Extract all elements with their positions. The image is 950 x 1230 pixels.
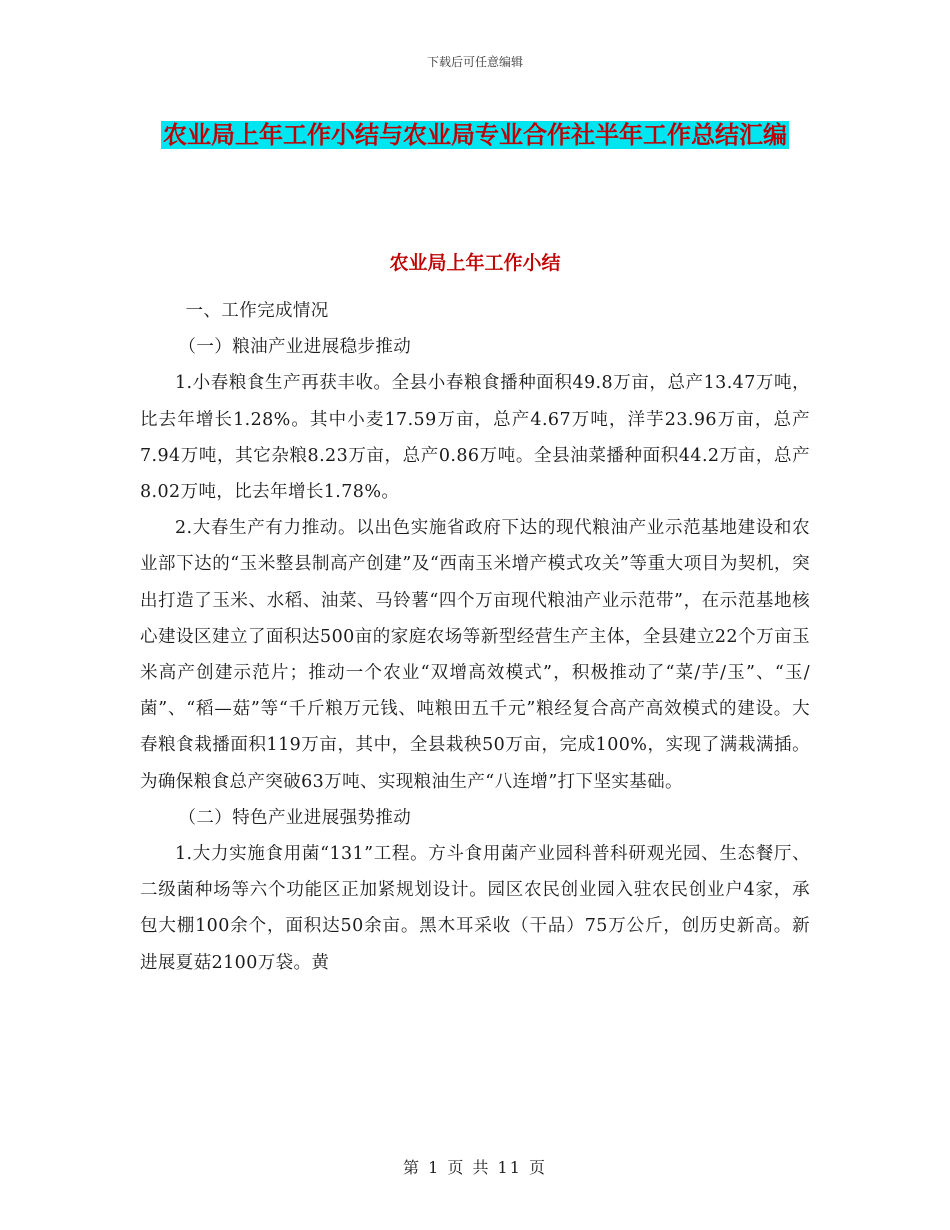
paragraph: 1.大力实施食用菌“131”工程。方斗食用菌产业园科普科研观光园、生态餐厅、二级菌种场等六个功能区正加紧规划设计。园区农民创业园入驻农民创业户4家，承包大棚100余个，面积达50余亩。黑木耳采收（干品）75万公斤，创历史新高。新进展夏菇2100万袋。黄 (140, 844, 810, 973)
document-title (140, 112, 810, 158)
section-title: 农业局上年工作小结 (389, 252, 561, 274)
document-title-text: 农业局上年工作小结与农业局专业合作社半年工作总结汇编 (163, 121, 787, 149)
header-note: 下载后可任意编辑 (426, 55, 523, 69)
paragraph: 1.小春粮食生产再获丰收。全县小春粮食播种面积49.8万亩，总产13.47万吨，比去年增长1.28%。其中小麦17.59万亩，总产4.67万吨，洋芋23.96万亩，总产7.94万吨，其它杂粮8.23万亩，总产0.86万吨。全县油菜播种面积44.2万亩，总产8.02万吨，比去年增长1.78%。 (140, 373, 810, 503)
document-body (140, 293, 810, 981)
paragraph: （一）粮油产业进展稳步推动 (178, 337, 412, 358)
paragraph: 一、工作完成情况 (185, 301, 329, 321)
paragraph: （二）特色产业进展强势推动 (178, 807, 412, 828)
page-footer: 第 1 页 共 11 页 (403, 1158, 547, 1177)
paragraph: 2.大春生产有力推动。以出色实施省政府下达的现代粮油产业示范基地建设和农业部下达的“玉米整县制高产创建”及“西南玉米增产模式攻关”等重大项目为契机，突出打造了玉米、水稻、油菜、马铃薯“四个万亩现代粮油产业示范带”，在示范基地核心建设区建立了面积达500亩的家庭农场等新型经营生产主体，全县建立22个万亩玉米高产创建示范片；推动一个农业“双增高效模式”，积极推动了“菜/芋/玉”、“玉/菌”、“稻—菇”等“千斤粮万元钱、吨粮田五千元”粮经复合高产高效模式的建设。大春粮食栽播面积119万亩，其中，全县栽秧50万亩，完成100%，实现了满栽满插。为确保粮食总产突破63万吨、实现粮油生产“八连增”打下坚实基础。 (140, 518, 810, 792)
